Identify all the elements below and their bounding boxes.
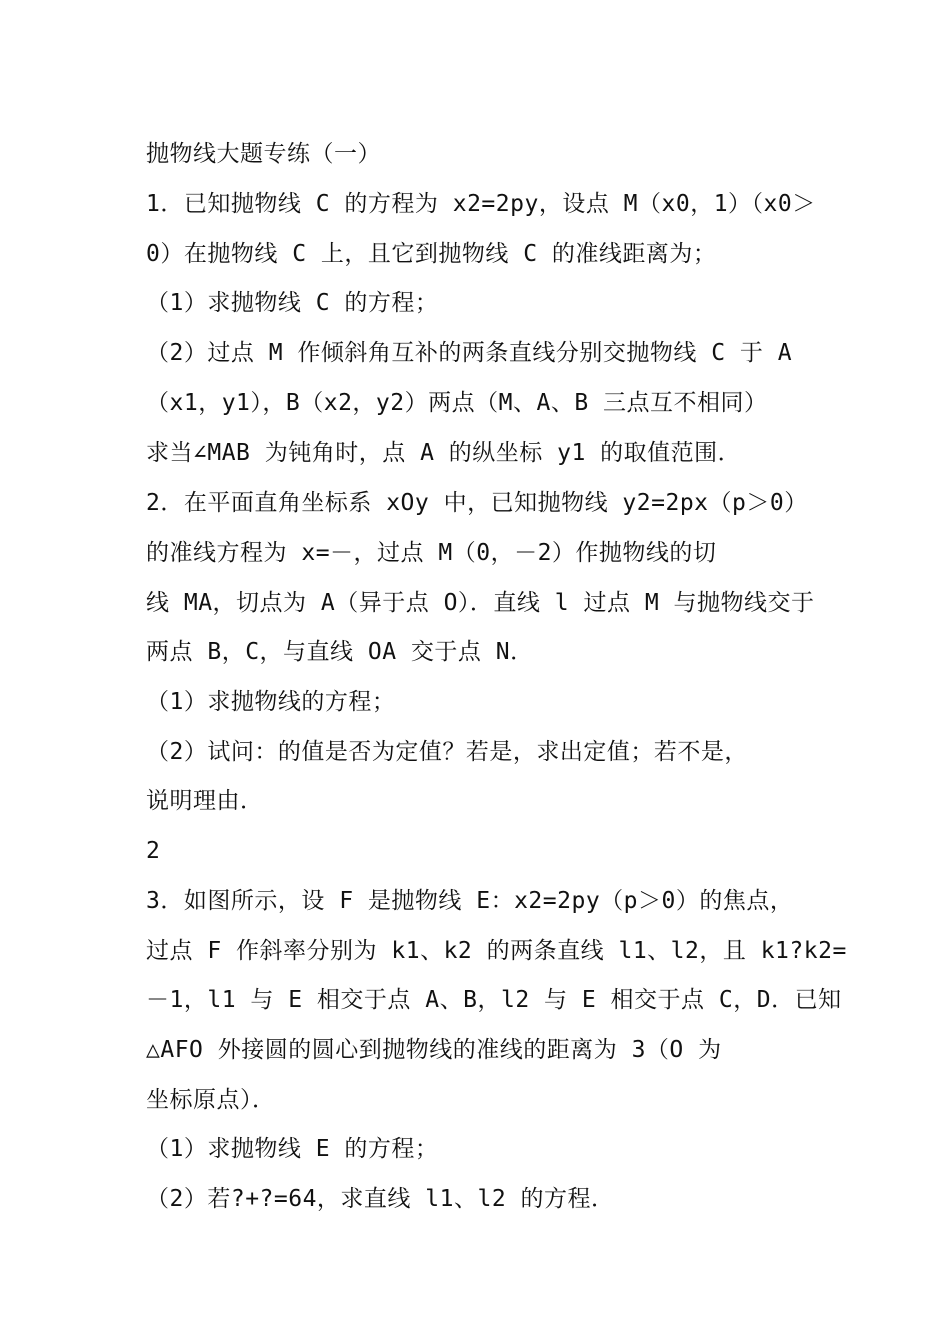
problem-1-line-2: 0）在抛物线 C 上，且它到抛物线 C 的准线距离为； — [146, 241, 717, 267]
problem-3-line-4: △AFO 外接圆的圆心到抛物线的准线的距离为 3（O 为 — [146, 1037, 722, 1063]
stray-digit: 2 — [146, 838, 161, 864]
problem-2-part-2-line-1: （2）试问：的值是否为定值？若是，求出定值；若不是， — [146, 739, 748, 765]
problem-3-part-1: （1）求抛物线 E 的方程； — [146, 1136, 439, 1162]
problem-3-line-1: 3．如图所示，设 F 是抛物线 E：x2=2py（p＞0）的焦点， — [146, 888, 794, 914]
problem-1-line-1: 1．已知抛物线 C 的方程为 x2=2py，设点 M（x0，1）（x0＞ — [146, 191, 816, 217]
problem-3-line-2: 过点 F 作斜率分别为 k1、k2 的两条直线 l1、l2，且 k1?k2= — [146, 938, 847, 964]
problem-1-part-2-line-2: （x1，y1），B（x2，y2）两点（M、A、B 三点互不相同） — [146, 390, 768, 416]
problem-2-line-3: 线 MA，切点为 A（异于点 O）．直线 l 过点 M 与抛物线交于 — [146, 590, 815, 616]
problem-3-part-2: （2）若?+?=64，求直线 l1、l2 的方程． — [146, 1186, 615, 1212]
problem-1-part-2-line-3: 求当∠MAB 为钝角时，点 A 的纵坐标 y1 的取值范围． — [146, 440, 742, 466]
problem-3-line-3: －1，l1 与 E 相交于点 A、B，l2 与 E 相交于点 C，D．已知 — [146, 987, 842, 1013]
problem-1-part-2-line-1: （2）过点 M 作倾斜角互补的两条直线分别交抛物线 C 于 A — [146, 340, 793, 366]
problem-2-part-1: （1）求抛物线的方程； — [146, 689, 396, 715]
problem-2-line-4: 两点 B，C，与直线 OA 交于点 N． — [146, 639, 534, 665]
problem-2-part-2-line-2: 说明理由． — [146, 788, 264, 814]
problem-3-line-5: 坐标原点）． — [146, 1087, 276, 1113]
document-title: 抛物线大题专练（一） — [146, 141, 381, 167]
problem-2-line-2: 的准线方程为 x=－，过点 M（0，－2）作抛物线的切 — [146, 540, 717, 566]
problem-1-part-1: （1）求抛物线 C 的方程； — [146, 290, 439, 316]
problem-2-line-1: 2．在平面直角坐标系 xOy 中，已知抛物线 y2=2px（p＞0） — [146, 490, 808, 516]
